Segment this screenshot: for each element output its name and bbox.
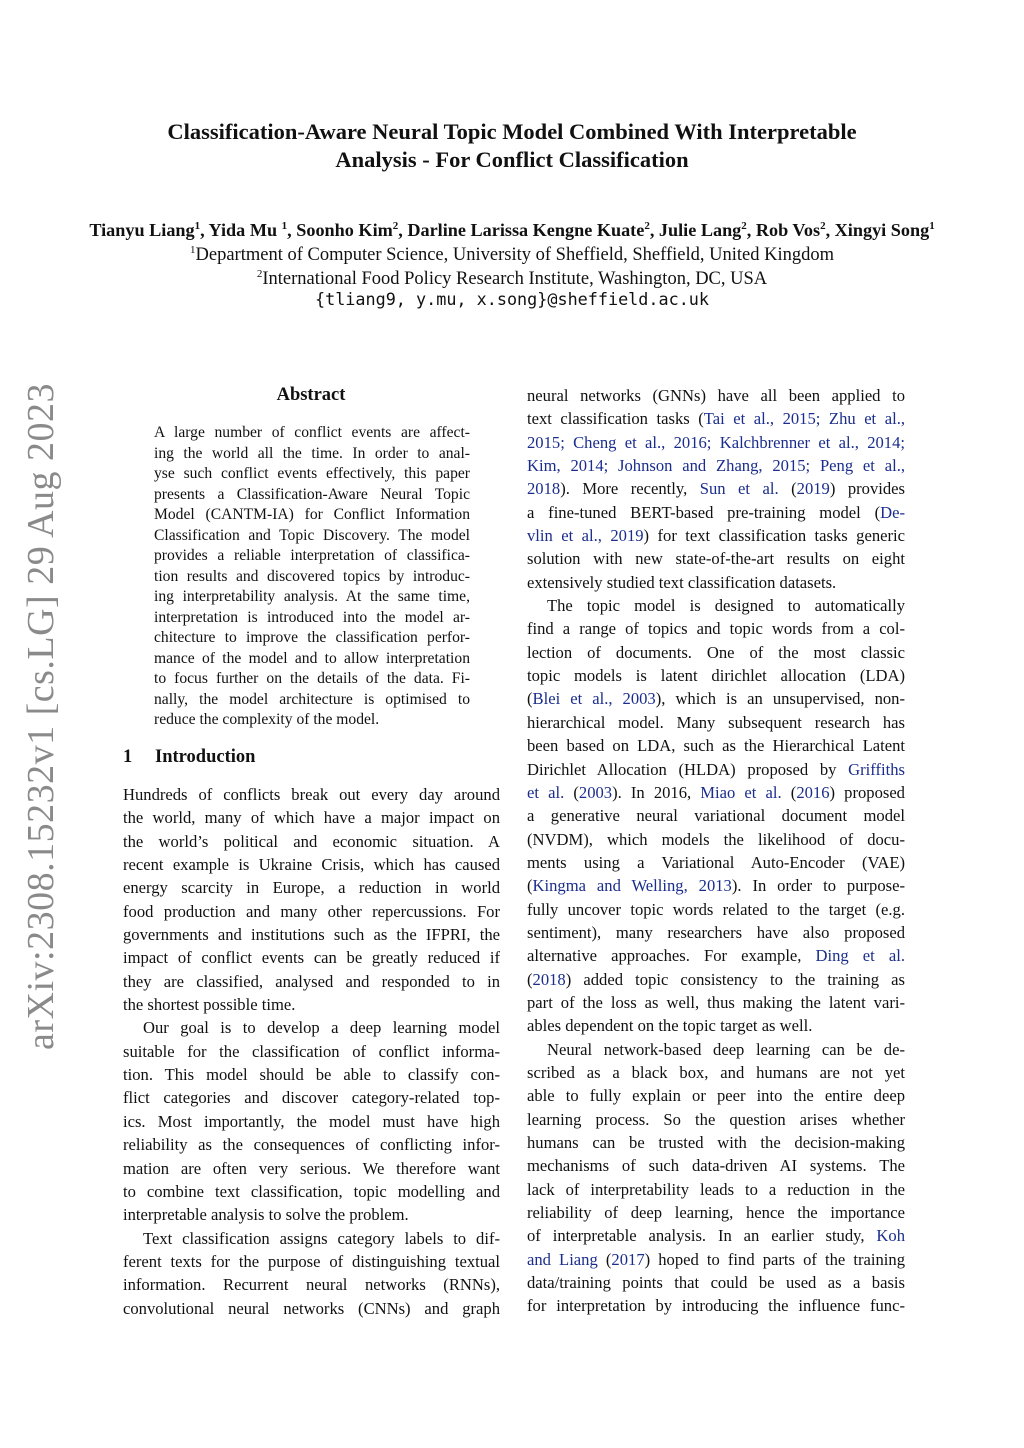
body-text-segment: ), which is an unsupervised, non- bbox=[655, 689, 905, 709]
abstract-line: provides a reliable interpretation of classifica- bbox=[154, 547, 470, 564]
abstract-line: interpretation is introduced into the model ar- bbox=[154, 608, 470, 626]
abstract-line: Model (CANTM-IA) for Conflict Information bbox=[154, 506, 470, 523]
body-text-line bbox=[527, 804, 905, 827]
body-text-segment: ( bbox=[564, 782, 579, 802]
author-affiliation-marker: 1 bbox=[281, 220, 288, 232]
body-text-segment: find a range of topics and topic words from a col- bbox=[527, 619, 905, 639]
body-text-segment: reliability of deep learning, hence the importance bbox=[527, 1203, 905, 1223]
abstract-body bbox=[154, 423, 470, 731]
body-text-line bbox=[527, 968, 905, 991]
body-text-segment: (NVDM), which models the likelihood of docu- bbox=[527, 829, 905, 849]
author-emails: {tliang9, y.mu, x.song}@sheffield.ac.uk bbox=[314, 289, 710, 309]
body-text-line bbox=[527, 687, 905, 710]
body-text-line bbox=[527, 734, 905, 757]
body-text-line bbox=[527, 1154, 905, 1177]
body-text-line bbox=[527, 851, 905, 874]
body-text-line bbox=[527, 1108, 905, 1131]
body-text-line bbox=[527, 617, 905, 640]
body-text-line bbox=[527, 1038, 905, 1061]
citation-link[interactable]: Koh bbox=[876, 1226, 905, 1246]
body-text-line bbox=[527, 454, 905, 477]
body-text-line bbox=[527, 1294, 905, 1317]
body-text-line bbox=[527, 991, 905, 1014]
body-text-line: the shortest possible time. bbox=[123, 995, 296, 1015]
right-column-text bbox=[527, 384, 905, 1318]
body-text-line bbox=[527, 594, 905, 617]
affiliation-1-marker: 1 bbox=[190, 244, 196, 256]
body-text-line: interpretable analysis to solve the problem. bbox=[123, 1205, 409, 1225]
abstract-line: chitecture to improve the classification perfor- bbox=[154, 629, 470, 646]
body-text-line: suitable for the classification of conflict informa- bbox=[123, 1041, 500, 1061]
body-text-segment: been based on LDA, such as the Hierarchical Latent bbox=[527, 736, 905, 756]
body-text-line: recent example is Ukraine Crisis, which has caused bbox=[123, 855, 500, 875]
body-text-line bbox=[527, 524, 905, 547]
author-name: Tianyu Liang bbox=[89, 220, 195, 241]
citation-link[interactable]: 2018 bbox=[527, 479, 561, 499]
body-text-line bbox=[527, 571, 905, 594]
body-text-line bbox=[527, 664, 905, 687]
body-text-line: Hundreds of conflicts break out every day around bbox=[123, 785, 500, 804]
body-text-line bbox=[527, 758, 905, 781]
abstract-line: yse such conflict events effectively, this paper bbox=[154, 465, 470, 482]
body-text-line bbox=[527, 874, 905, 897]
body-text-line bbox=[527, 1201, 905, 1224]
body-text-line: energy scarcity in Europe, a reduction in world bbox=[123, 878, 500, 898]
body-text-line bbox=[527, 1224, 905, 1247]
citation-link[interactable]: 2015; Cheng et al., 2016; Kalchbrenner et al., 2014; bbox=[527, 432, 905, 452]
body-text-segment: ) added topic consistency to the training as bbox=[565, 969, 905, 989]
body-text-line bbox=[527, 431, 905, 454]
body-text-segment: ments using a Variational Auto-Encoder (VAE) bbox=[527, 852, 905, 872]
citation-link[interactable]: 2017 bbox=[611, 1249, 645, 1269]
body-text-segment: ( bbox=[597, 1249, 612, 1269]
affiliation-1-text: Department of Computer Science, University of Sheffield, Sheffield, United Kingdom bbox=[195, 245, 834, 266]
body-text-segment: ( bbox=[527, 969, 533, 989]
body-text-segment: The topic model is designed to automatically bbox=[547, 596, 905, 616]
body-text-segment: hierarchical model. Many subsequent research has bbox=[527, 712, 905, 732]
body-text-line: governments and institutions such as the IFPRI, the bbox=[123, 925, 500, 945]
abstract-line: A large number of conflict events are affect- bbox=[154, 424, 470, 441]
body-text-line bbox=[527, 1131, 905, 1154]
author-list: Tianyu Liang$^1$, Yida Mu $^1$, Soonho Kim$^2$, Darline Larissa Kengne Kuate$^2$, Julie Lang$^2$, Rob Vos$^2$, Xingyi Song$^1$ bbox=[89, 220, 935, 241]
abstract-line: ing interpretability analysis. At the same time, bbox=[154, 588, 470, 605]
body-text-line: food production and many other repercussions. For bbox=[123, 901, 500, 921]
body-text-line bbox=[527, 1248, 905, 1271]
body-text-segment: ) hoped to find parts of the training bbox=[644, 1249, 905, 1269]
citation-link[interactable]: and Liang bbox=[527, 1249, 598, 1269]
body-text-segment: fully uncover topic words related to the target (e.g. bbox=[527, 899, 905, 919]
body-text-segment: ( bbox=[778, 479, 797, 499]
affiliation-2-marker: 2 bbox=[256, 268, 263, 280]
body-text-segment: a fine-tuned BERT-based pre-training model ( bbox=[527, 502, 881, 522]
body-text-line bbox=[527, 1014, 905, 1037]
body-text-segment: ( bbox=[527, 689, 533, 709]
body-text-segment: ) for text classification tasks generic bbox=[643, 526, 906, 546]
author-affiliation-marker: 1 bbox=[929, 220, 935, 232]
body-text-line: convolutional neural networks (CNNs) and graph bbox=[123, 1298, 500, 1318]
body-text-line: Our goal is to develop a deep learning model bbox=[143, 1018, 500, 1038]
body-text-line bbox=[527, 407, 905, 430]
author-name: Julie Lang bbox=[658, 220, 742, 241]
title-line-1: Classification-Aware Neural Topic Model Combined With Interpretable bbox=[167, 119, 857, 144]
body-text-line: ferent texts for the purpose of distinguishing textual bbox=[123, 1251, 500, 1271]
citation-link[interactable]: et al. bbox=[527, 782, 565, 802]
title-line-2: Analysis - For Conflict Classification bbox=[335, 147, 689, 172]
author-name: Rob Vos bbox=[755, 220, 821, 241]
citation-link[interactable]: 2018 bbox=[532, 969, 566, 989]
citation-link[interactable]: vlin et al., 2019 bbox=[527, 526, 644, 546]
paper-title bbox=[100, 118, 924, 174]
body-text-segment: a generative neural variational document model bbox=[527, 806, 905, 826]
body-text-segment: ). In 2016, bbox=[612, 782, 701, 802]
author-name: Soonho Kim bbox=[296, 220, 393, 241]
citation-link[interactable]: Ding et al. bbox=[815, 946, 905, 966]
body-text-line: they are classified, analysed and responded to in bbox=[123, 971, 500, 991]
body-text-line bbox=[527, 1271, 905, 1294]
body-text-segment: Neural network-based deep learning can be de- bbox=[547, 1039, 905, 1059]
author-affiliation-marker: 2 bbox=[644, 220, 650, 232]
author-affiliation-marker: 1 bbox=[194, 220, 201, 232]
body-text-segment: mechanisms of such data-driven AI systems. The bbox=[527, 1156, 905, 1176]
abstract-line: Classification and Topic Discovery. The model bbox=[154, 526, 470, 544]
body-text-segment: ). In order to purpose- bbox=[731, 876, 905, 896]
body-text-segment: for interpretation by introducing the influence func- bbox=[527, 1296, 905, 1316]
citation-link[interactable]: 2016 bbox=[796, 782, 830, 802]
author-affiliation-marker: 2 bbox=[820, 220, 826, 232]
body-text-segment: learning process. So the question arises whether bbox=[527, 1109, 905, 1129]
body-text-segment: data/training points that could be used as a basis bbox=[527, 1273, 905, 1293]
citation-link[interactable]: Kim, 2014; Johnson and Zhang, 2015; Peng et al., bbox=[527, 456, 905, 476]
body-text-line bbox=[527, 944, 905, 967]
body-text-line bbox=[527, 1084, 905, 1107]
author-affiliation-marker: 2 bbox=[741, 220, 747, 232]
citation-link[interactable]: Kingma and Welling, 2013 bbox=[532, 876, 732, 896]
body-text-line bbox=[527, 828, 905, 851]
arxiv-stamp: arXiv:2308.15232v1 [cs.LG] 29 Aug 2023 bbox=[20, 382, 62, 1050]
body-text-segment: neural networks (GNNs) have all been applied to bbox=[527, 386, 905, 405]
body-text-line bbox=[527, 781, 905, 804]
body-text-line: flict categories and discover category-related top- bbox=[123, 1088, 500, 1108]
citation-link[interactable]: Griffiths bbox=[848, 759, 905, 779]
citation-link[interactable]: Sun et al. bbox=[699, 479, 779, 499]
body-text-segment: ). More recently, bbox=[560, 479, 700, 499]
abstract-line: presents a Classification-Aware Neural Topic bbox=[154, 485, 470, 503]
body-text-segment: topic models is latent dirichlet allocation (LDA) bbox=[527, 666, 905, 686]
body-text-line: impact of conflict events can be greatly reduced if bbox=[123, 948, 500, 968]
body-text-segment: Dirichlet Allocation (HLDA) proposed by bbox=[527, 759, 849, 779]
body-text-segment: lection of documents. One of the most classic bbox=[527, 642, 905, 662]
body-text-segment: text classification tasks ( bbox=[527, 409, 704, 429]
section-number: 1 bbox=[123, 747, 133, 767]
body-text-line bbox=[527, 898, 905, 921]
abstract-line: reduce the complexity of the model. bbox=[154, 711, 380, 728]
body-text-segment: lack of interpretability leads to a reduction in the bbox=[527, 1179, 905, 1199]
body-text-line: tion. This model should be able to classify con- bbox=[123, 1065, 500, 1085]
body-text-segment: of interpretable analysis. In an earlier study, bbox=[527, 1226, 877, 1246]
author-name: Darline Larissa Kengne Kuate bbox=[407, 220, 645, 241]
citation-link[interactable]: 2019 bbox=[796, 479, 830, 499]
citation-link[interactable]: Tai et al., 2015; Zhu et al., bbox=[703, 409, 905, 429]
body-text-segment: extensively studied text classification datasets. bbox=[527, 572, 837, 592]
body-text-line bbox=[527, 641, 905, 664]
author-name: Yida Mu bbox=[208, 220, 282, 241]
body-text-segment: able to fully explain or peer into the entire deep bbox=[527, 1086, 905, 1106]
left-column-text bbox=[123, 783, 500, 1320]
body-text-segment: part of the loss as well, thus making the latent vari- bbox=[527, 992, 905, 1012]
author-name: Xingyi Song bbox=[834, 220, 930, 241]
body-text-line: information. Recurrent neural networks (RNNs), bbox=[123, 1275, 500, 1295]
body-text-segment: ) proposed bbox=[829, 782, 905, 802]
abstract-line: tion results and discovered topics by introduc- bbox=[154, 567, 470, 585]
author-affiliation-marker: 2 bbox=[392, 220, 399, 232]
abstract-line: nally, the model architecture is optimised to bbox=[154, 690, 470, 708]
body-text-line: ics. Most importantly, the model must have high bbox=[123, 1111, 500, 1131]
body-text-segment: humans can be trusted with the decision-making bbox=[527, 1133, 905, 1152]
body-text-segment: ables dependent on the topic target as well. bbox=[527, 1016, 813, 1036]
abstract-heading: Abstract bbox=[276, 385, 346, 405]
body-text-line: to combine text classification, topic modelling and bbox=[123, 1181, 500, 1201]
abstract-line: to focus further on the details of the data. Fi- bbox=[154, 670, 470, 687]
body-text-line bbox=[527, 921, 905, 944]
body-text-segment: solution with new state-of-the-art results on eight bbox=[527, 549, 905, 569]
body-text-line: the world’s political and economic situation. A bbox=[123, 831, 500, 851]
body-text-segment: ) provides bbox=[829, 479, 905, 499]
abstract-line: ing the world all the time. In order to anal- bbox=[154, 444, 470, 462]
section-heading-introduction bbox=[123, 745, 255, 769]
body-text-line: reliability as the consequences of conflicting infor- bbox=[123, 1135, 500, 1155]
body-text-segment: scribed as a black box, and humans are not yet bbox=[527, 1062, 905, 1082]
citation-link[interactable]: Blei et al., 2003 bbox=[532, 689, 656, 709]
citation-link[interactable]: 2003 bbox=[578, 782, 613, 802]
body-text-line: Text classification assigns category labels to dif- bbox=[143, 1228, 500, 1248]
body-text-line bbox=[527, 711, 905, 734]
body-text-line: the world, many of which have a major impact on bbox=[123, 808, 500, 828]
section-title: Introduction bbox=[155, 747, 256, 767]
body-text-line bbox=[527, 477, 905, 500]
body-text-segment: alternative approaches. For example, bbox=[527, 946, 816, 966]
body-text-line: mation are often very serious. We therefore want bbox=[123, 1158, 500, 1178]
body-text-line bbox=[527, 1061, 905, 1084]
body-text-line bbox=[527, 501, 905, 524]
body-text-segment: sentiment), many researchers have also proposed bbox=[527, 922, 905, 942]
affiliation-2-text: International Food Policy Research Institute, Washington, DC, USA bbox=[262, 269, 768, 290]
body-text-segment: ( bbox=[781, 782, 797, 802]
body-text-line bbox=[527, 1178, 905, 1201]
citation-link[interactable]: Miao et al. bbox=[700, 782, 782, 802]
citation-link[interactable]: De- bbox=[880, 502, 905, 522]
body-text-line bbox=[527, 384, 905, 407]
abstract-line: mance of the model and to allow interpretation bbox=[154, 649, 470, 667]
body-text-line bbox=[527, 547, 905, 570]
body-text-segment: ( bbox=[527, 876, 533, 896]
